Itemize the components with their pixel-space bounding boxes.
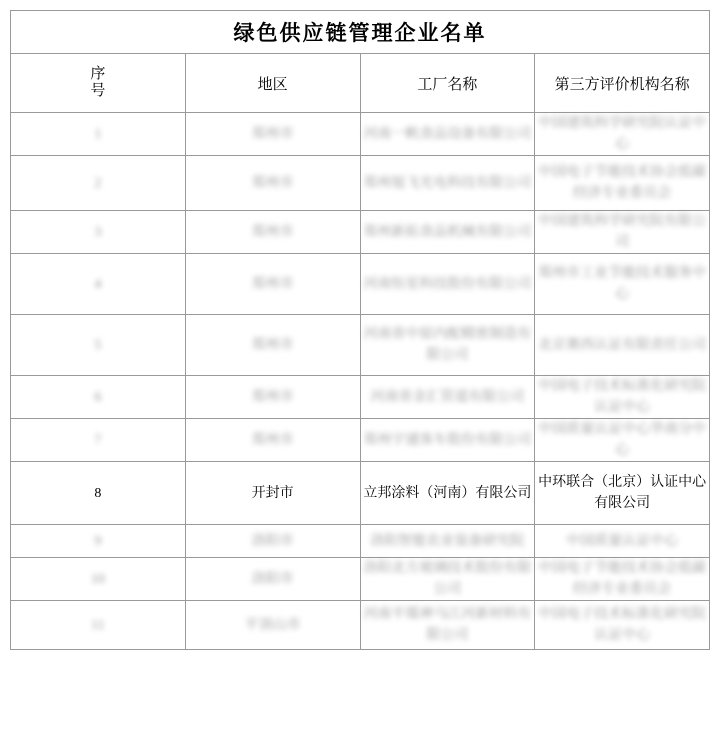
row-factory: 郑州旭飞光电科技有限公司 <box>360 156 535 211</box>
row-factory: 洛阳智能农业装备研究院 <box>360 525 535 558</box>
row-region: 郑州市 <box>185 419 360 462</box>
row-organization: 郑州市工业节能技术服务中心 <box>535 254 710 315</box>
row-organization: 中国建筑科学研究院认证中心 <box>535 113 710 156</box>
row-region: 平顶山市 <box>185 601 360 650</box>
row-factory: 洛阳北方玻璃技术股份有限公司 <box>360 558 535 601</box>
row-region: 郑州市 <box>185 315 360 376</box>
page-title: 绿色供应链管理企业名单 <box>11 11 710 54</box>
column-header-region: 地区 <box>185 54 360 113</box>
row-factory: 郑州宇通客车股份有限公司 <box>360 419 535 462</box>
column-header-index <box>11 54 186 113</box>
table-row <box>11 419 710 462</box>
table-row <box>11 113 710 156</box>
row-organization: 中国电子节能技术协会低碳经济专业委员会 <box>535 558 710 601</box>
row-region: 郑州市 <box>185 156 360 211</box>
row-factory: 河南一帆食品设备有限公司 <box>360 113 535 156</box>
row-region: 开封市 <box>185 462 360 525</box>
row-index: 5 <box>11 315 186 376</box>
table-row <box>11 558 710 601</box>
row-organization: 中国电子技术标准化研究院认证中心 <box>535 601 710 650</box>
row-index: 8 <box>11 462 186 525</box>
table-row <box>11 254 710 315</box>
row-index: 11 <box>11 601 186 650</box>
row-organization: 中国质量认证中心 <box>535 525 710 558</box>
table-row <box>11 376 710 419</box>
table-row <box>11 156 710 211</box>
row-index: 3 <box>11 211 186 254</box>
row-organization: 中环联合（北京）认证中心有限公司 <box>535 462 710 525</box>
row-region: 洛阳市 <box>185 525 360 558</box>
table-row <box>11 315 710 376</box>
row-index: 1 <box>11 113 186 156</box>
table-row <box>11 601 710 650</box>
table-row <box>11 462 710 525</box>
table-body <box>11 11 710 650</box>
row-factory: 河南恒星科技股份有限公司 <box>360 254 535 315</box>
row-factory: 河南平煤神马江河新材料有限公司 <box>360 601 535 650</box>
row-index: 4 <box>11 254 186 315</box>
row-region: 郑州市 <box>185 113 360 156</box>
row-factory: 郑州新拓食品机械有限公司 <box>360 211 535 254</box>
column-header-index-line2: 号 <box>90 83 106 99</box>
row-region: 郑州市 <box>185 254 360 315</box>
column-header-organization: 第三方评价机构名称 <box>535 54 710 113</box>
row-factory: 河南省金汇管道有限公司 <box>360 376 535 419</box>
row-region: 洛阳市 <box>185 558 360 601</box>
row-region: 郑州市 <box>185 211 360 254</box>
table-row <box>11 211 710 254</box>
column-header-index-line1: 序 <box>90 65 106 82</box>
row-index: 9 <box>11 525 186 558</box>
row-region: 郑州市 <box>185 376 360 419</box>
row-index: 2 <box>11 156 186 211</box>
table-row <box>11 525 710 558</box>
row-index: 6 <box>11 376 186 419</box>
row-factory: 河南省中原内配精密制造有限公司 <box>360 315 535 376</box>
green-supply-chain-table <box>10 10 710 650</box>
row-index: 10 <box>11 558 186 601</box>
row-organization: 中国电子节能技术协会低碳经济专业委员会 <box>535 156 710 211</box>
row-factory: 立邦涂料（河南）有限公司 <box>360 462 535 525</box>
row-index: 7 <box>11 419 186 462</box>
header-row <box>11 54 710 113</box>
row-organization: 中国建筑科学研究院有限公司 <box>535 211 710 254</box>
row-organization: 北京赛西认证有限责任公司 <box>535 315 710 376</box>
title-row <box>11 11 710 54</box>
document-page <box>0 10 720 752</box>
row-organization: 中国电子技术标准化研究院认证中心 <box>535 376 710 419</box>
column-header-factory: 工厂名称 <box>360 54 535 113</box>
row-organization: 中国质量认证中心华南分中心 <box>535 419 710 462</box>
